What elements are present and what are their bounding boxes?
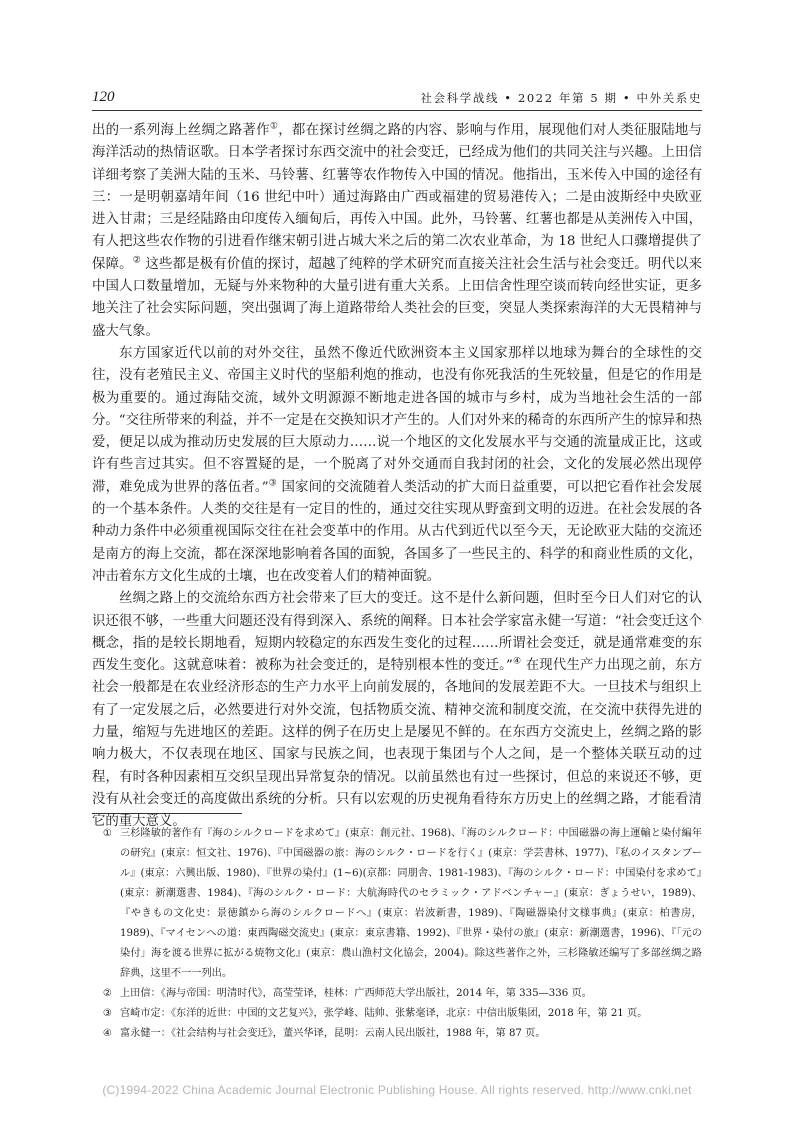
footnote-text: 宫崎市定：《东洋的近世：中国的文艺复兴》，张学峰、陆帅、张紫毫译，北京：中信出版集团，2018 年，第 21 页。 (120, 1008, 648, 1019)
copyright-watermark: (C)1994-2022 China Academic Journal Electronic Publishing House. All rights reserved. http://www.cnki.net (102, 1083, 692, 1097)
paragraph-text: 国家间的交流随着人类活动的扩大而日益重要，可以把它看作社会发展的一个基本条件。人类的交往是有一定目的性的，通过交往实现从野蛮到文明的迈进。在社会发展的各种动力条件中必须重视国际交往在社会变革中的作用。从古代到近代以至今天，无论欧亚大陆的交流还是南方的海上交流，都在深深地影响着各国的面貌，各国多了一些民主的、科学的和商业性质的文化，冲击着东方文化生成的土壤，也在改变着人们的精神面貌。 (92, 479, 702, 584)
footnote-text: 富永健一：《社会结构与社会变迁》，董兴华译，昆明：云南人民出版社，1988 年，第 87 页。 (120, 1028, 546, 1039)
footnote-text: 三杉隆敏的著作有『海のシルクロードを求めて』(東京：創元社、1968)、『海のシルクロード：中国磁器の海上運輸と染付編年の研究』(東京：恒文社、1976)、『中国磁器の旅：海のシルク・ロードを行く』(東京：学芸書林、1977)、『私のイスタンブール』(東京：六興出版、1980)、『世界の染付』(1~6)(京都：同朋舎、1981-1983)、『海のシルク・ロード：中国染付を求めて』(東京：新潮選書、1984)、『海のシルク・ロード：大航海時代のセラミック・アドベンチャー』(東京：ぎょうせい，1989)、『やきもの文化史：景徳鎮から海のシルクロードへ』(東京：岩波新書，1989)、『陶磁器染付文様事典』(東京：柏書房，1989)、『マイセンへの道：東西陶磁交流史』(東京：東京書籍、1992)、『世界・染付の旅』(東京：新潮選書，1996)、『「元の染付」海を渡る世界に拡がる焼物文化』(東京：農山漁村文化協会，2004)。除这些著作之外，三杉隆敏还编写了多部丝绸之路辞典，这里不一一列出。 (120, 828, 702, 979)
paragraph-text: 在现代生产力出现之前，东方社会一般都是在农业经济形态的生产力水平上向前发展的，各地间的发展差距不大。一旦技术与组织上有了一定发展之后，必然要进行对外交流，包括物质交流、精神交流和制度交流，在交流中获得先进的力量，缩短与先进地区的差距。这样的例子在历史上是屡见不鲜的。在东西方交流史上，丝绸之路的影响力极大，不仅表现在地区、国家与民族之间，也表现于集团与个人之间，是一个整体关联互动的过程，有时各种因素相互交织呈现出异常复杂的情况。以前虽然也有过一些探讨，但总的来说还不够，更没有从社会变迁的高度做出系统的分析。只有以宏观的历史视角看待东方历史上的丝绸之路，才能看清它的重大意义。 (92, 658, 702, 830)
paragraph-text: ，都在探讨丝绸之路的内容、影响与作用，展现他们对人类征服陆地与海洋活动的热情讴歌。日本学者探讨东西交流中的社会变迁，已经成为他们的共同关注与兴趣。上田信详细考察了美洲大陆的玉米、马铃薯、红薯等农作物传入中国的情况。他指出，玉米传入中国的途径有三：一是明朝嘉靖年间（16 世纪中叶）通过海路由广西或福建的贸易港传入；二是由波斯经中央欧亚进入甘肃；三是经陆路由印度传入缅甸后，再传入中国。此外，马铃薯、红薯也都是从美洲传入中国，有人把这些农作物的引进看作继宋朝引进占城大米之后的第二次农业革命，为 18 世纪人口骤增提供了保障。 (92, 123, 702, 272)
footnote (92, 824, 702, 984)
footnote (92, 1024, 702, 1044)
paragraph-text: 丝绸之路上的交流给东西方社会带来了巨大的变迁。这不是什么新问题，但时至今日人们对它的认识还很不够，一些重大问题还没有得到深入、系统的阐释。日本社会学家富永健一写道：“社会变迁这个概念，指的是较长期地看，短期内较稳定的东西发生变化的过程……所谓社会变迁，就是通常难变的东西发生变化。这就意味着：被称为社会变迁的，是特别根本性的变迁。” (92, 591, 702, 674)
footnote-text: 上田信：《海与帝国：明清时代》，高莹莹译，桂林：广西师范大学出版社，2014 年，第 335—336 页。 (120, 988, 592, 999)
footnote-mark: ④ (102, 1028, 112, 1039)
paragraph-text: 出的一系列海上丝绸之路著作 (92, 123, 270, 138)
footnote-ref: ① (269, 121, 279, 132)
page-number: 120 (92, 89, 115, 105)
footnote-mark: ① (102, 828, 112, 839)
paragraph (92, 588, 702, 833)
footnote-mark: ② (102, 988, 112, 999)
paragraph (92, 120, 702, 343)
footnote (92, 984, 702, 1004)
footnote-ref: ④ (512, 656, 522, 667)
footnotes (92, 824, 702, 1044)
footnote-ref: ② (132, 255, 142, 266)
article-body (92, 120, 702, 834)
footnote (92, 1004, 702, 1024)
paragraph-text: 东方国家近代以前的对外交往，虽然不像近代欧洲资本主义国家那样以地球为舞台的全球性的交往，没有老殖民主义、帝国主义时代的坚船利炮的推动，也没有你死我活的生死较量，但是它的作用是极为重要的。通过海陆交流，域外文明源源不断地走进各国的城市与乡村，成为当地社会生活的一部分。“交往所带来的利益，并不一定是在交换知识才产生的。人们对外来的稀奇的东西所产生的惊异和热爱，便足以成为推动历史发展的巨大原动力……说一个地区的文化发展水平与交通的流量成正比，这或许有些言过其实。但不容置疑的是，一个脱离了对外交通而自我封闭的社会，文化的发展必然出现停滞，难免成为世界的落伍者。” (92, 345, 702, 495)
paragraph (92, 343, 702, 588)
footnote-ref: ③ (268, 478, 278, 489)
running-header (92, 84, 702, 111)
footnote-divider (92, 813, 242, 814)
running-title: 社会科学战线 • 2022 年第 5 期 • 中外关系史 (420, 91, 702, 105)
footnote-mark: ③ (102, 1008, 112, 1019)
paragraph-text: 这些都是极有价值的探讨，超越了纯粹的学术研究而直接关注社会生活与社会变迁。明代以来中国人口数量增加，无疑与外来物种的大量引进有重大关系。上田信舍性理空谈而转向经世实证，更多地关注了社会实际问题，突出强调了海上道路带给人类社会的巨变，突显人类探索海洋的大无畏精神与盛大气象。 (92, 256, 703, 339)
